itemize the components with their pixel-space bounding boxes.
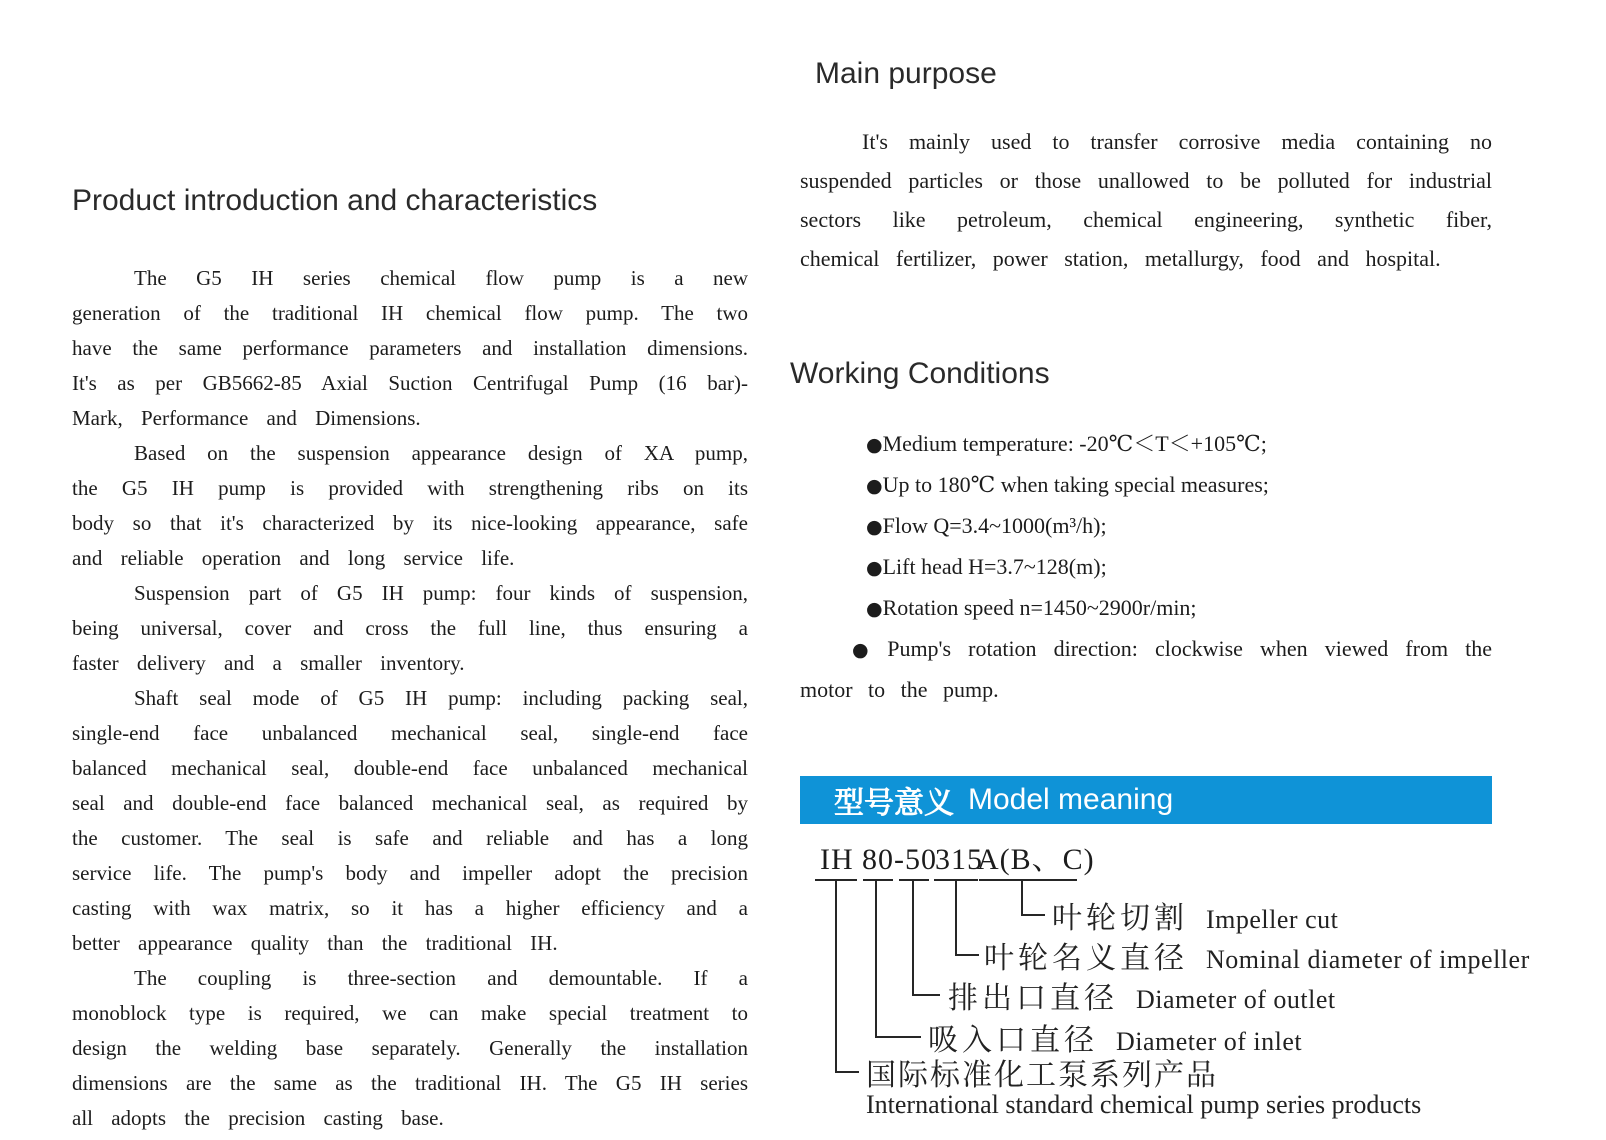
- label-international-zh: 国际标准化工泵系列产品: [866, 1059, 1218, 1092]
- bullet-icon: ●: [852, 639, 871, 661]
- list-item: [866, 547, 1492, 588]
- list-item: [800, 629, 1492, 709]
- bullet-text: Rotation speed n=1450~2900r/min;: [882, 595, 1197, 620]
- bullet-icon: ●: [866, 434, 883, 456]
- tick-outlet: [912, 994, 940, 996]
- intro-paragraph: Shaft seal mode of G5 IH pump: including packing seal, single-end face unbalanced mechanical seal, single-end face balanced mechanical seal, double-end face unbalanced mechanical seal and double-end face balanced mechanical seal, as required by the customer. The seal is safe and reliable and has a long service life. The pump's body and impeller adopt the precision casting with wax matrix, so it has a higher efficiency and a better appearance quality than the traditional IH.: [72, 686, 748, 955]
- banner-title-en: Model meaning: [968, 783, 1174, 816]
- tick-inlet: [875, 1036, 921, 1038]
- label-nominal-impeller-en: Nominal diameter of impeller: [1206, 945, 1530, 974]
- list-item: [866, 424, 1492, 465]
- list-item: [866, 506, 1492, 547]
- list-item: [866, 465, 1492, 506]
- list-item: [866, 588, 1492, 629]
- main-purpose-heading: Main purpose: [815, 57, 997, 90]
- label-outlet: [948, 973, 1336, 1017]
- label-impeller-cut-en: Impeller cut: [1206, 905, 1339, 934]
- model-code-variants: A(B、C): [977, 843, 1095, 876]
- connector-line-series: [835, 881, 837, 1073]
- label-impeller-cut: [1052, 893, 1338, 937]
- bullet-icon: ●: [866, 475, 883, 497]
- bullet-text: Medium temperature: -20℃＜T＜+105℃;: [882, 431, 1267, 456]
- connector-line-impeller: [955, 881, 957, 956]
- label-nominal-impeller: [984, 933, 1530, 977]
- tick-impeller: [955, 954, 979, 956]
- connector-line-variants: [1021, 881, 1023, 916]
- bullet-icon: ●: [866, 557, 883, 579]
- label-nominal-impeller-zh: 叶轮名义直径: [984, 942, 1188, 975]
- label-international-en: International standard chemical pump series products: [866, 1090, 1422, 1119]
- underline-inlet: [863, 879, 893, 881]
- bullet-text: Up to 180℃ when taking special measures;: [882, 472, 1269, 497]
- tick-variants: [1021, 914, 1045, 916]
- label-outlet-en: Diameter of outlet: [1136, 985, 1336, 1014]
- banner-title-zh: 型号意义: [834, 787, 954, 820]
- intro-paragraph: Suspension part of G5 IH pump: four kinds of suspension, being universal, cover and cross the full line, thus ensuring a faster delivery and a smaller inventory.: [72, 581, 748, 675]
- product-introduction-section: [72, 185, 748, 1136]
- label-impeller-cut-zh: 叶轮切割: [1052, 902, 1188, 935]
- product-introduction-body: [72, 261, 748, 1136]
- bullet-text: Pump's rotation direction: clockwise when viewed from the motor to the pump.: [800, 636, 1492, 702]
- model-meaning-banner: [800, 776, 1492, 824]
- bullet-icon: ●: [866, 598, 883, 620]
- connector-line-outlet: [912, 881, 914, 996]
- working-conditions-list: [800, 424, 1492, 709]
- product-introduction-heading: Product introduction and characteristics: [72, 184, 598, 217]
- bullet-text: Flow Q=3.4~1000(m³/h);: [882, 513, 1107, 538]
- underline-outlet: [899, 879, 929, 881]
- intro-paragraph: The G5 IH series chemical flow pump is a new generation of the traditional IH chemical flow pump. The two have the same performance parameters and installation dimensions. It's as per GB5662-85 Axial Suction Centrifugal Pump (16 bar)-Mark, Performance and Dimensions.: [72, 266, 748, 430]
- connector-line-inlet: [875, 881, 877, 1038]
- intro-paragraph: The coupling is three-section and demountable. If a monoblock type is required, we can make special treatment to design the welding base separately. Generally the installation dimensions are the same as the traditional IH. The G5 IH series all adopts the precision casting base.: [72, 966, 748, 1130]
- main-purpose-paragraph: It's mainly used to transfer corrosive media containing no suspended particles or those unallowed to be polluted for industrial sectors like petroleum, chemical engineering, synthetic fiber, chemical fertilizer, power station, metallurgy, food and hospital.: [800, 129, 1492, 271]
- bullet-text: Lift head H=3.7~128(m);: [882, 554, 1107, 579]
- label-inlet-zh: 吸入口直径: [928, 1024, 1098, 1057]
- model-code-impeller-diameter: 315: [935, 843, 983, 876]
- intro-paragraph: Based on the suspension appearance design of XA pump, the G5 IH pump is provided with strengthening ribs on its body so that it's characterized by its nice-looking appearance, safe and reliable operation and long service life.: [72, 441, 748, 570]
- model-code-inlet-outlet: 80-50: [862, 843, 937, 876]
- label-outlet-zh: 排出口直径: [948, 982, 1118, 1015]
- bullet-icon: ●: [866, 516, 883, 538]
- model-code-series: IH: [820, 843, 854, 876]
- working-conditions-heading: Working Conditions: [790, 357, 1050, 390]
- underline-variants: [979, 879, 1077, 881]
- label-inlet-en: Diameter of inlet: [1116, 1027, 1303, 1056]
- tick-series: [835, 1071, 859, 1073]
